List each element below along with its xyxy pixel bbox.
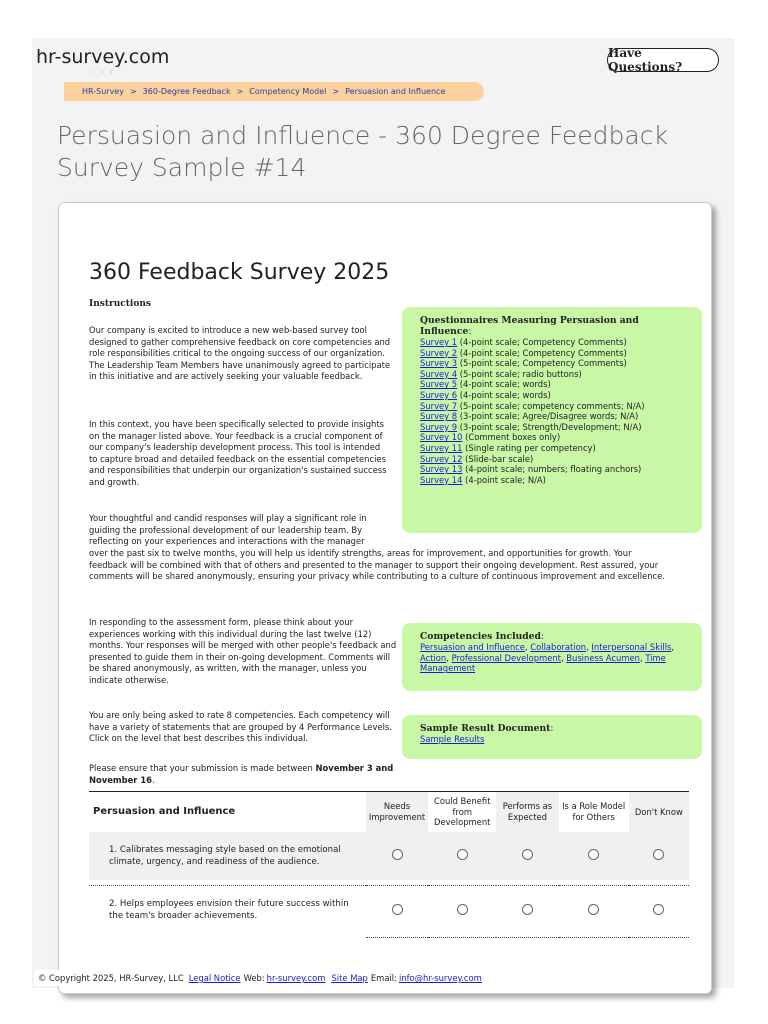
survey-link[interactable]: Survey 10 bbox=[420, 432, 463, 443]
breadcrumb-separator: > bbox=[332, 87, 340, 96]
email-link[interactable]: info@hr-survey.com bbox=[398, 973, 482, 983]
survey-description: (3-point scale; Agree/Disagree words; N/A) bbox=[457, 411, 639, 422]
questionnaires-list bbox=[420, 337, 692, 485]
survey-link[interactable]: Survey 12 bbox=[420, 453, 463, 464]
sample-result-heading bbox=[420, 723, 692, 734]
competency-link[interactable]: Time Management bbox=[420, 652, 666, 674]
survey-description: (4-point scale; words) bbox=[457, 379, 551, 390]
web-label: Web: bbox=[243, 973, 265, 983]
survey-description: (4-point scale; words) bbox=[457, 389, 551, 400]
dates-mid: and bbox=[372, 763, 394, 773]
radio-role-model[interactable] bbox=[588, 849, 599, 860]
competency-name: Persuasion and Influence bbox=[93, 805, 236, 817]
questionnaire-item bbox=[420, 358, 692, 369]
sample-result-heading-colon: : bbox=[550, 723, 554, 734]
survey-link[interactable]: Survey 14 bbox=[420, 474, 463, 485]
survey-description: (3-point scale; Strength/Development; N/A) bbox=[457, 421, 642, 432]
radio-dont-know[interactable] bbox=[653, 849, 664, 860]
radio-performs-as-expected[interactable] bbox=[522, 849, 533, 860]
question-row bbox=[89, 832, 689, 880]
dates-suffix: . bbox=[152, 774, 155, 785]
instructions-paragraph-1: Our company is excited to introduce a new web-based survey tool designed to gather comprehensive feedback on core competencies and role responsibilities critical to the ongoing success of our organization. The Leadership Team Members have unanimously agreed to participate in this initiative and are actively seeking your valuable feedback. bbox=[89, 325, 391, 382]
rating-cell bbox=[629, 832, 689, 880]
rating-cell bbox=[366, 832, 428, 880]
survey-description: (Slide-bar scale) bbox=[462, 453, 534, 464]
radio-could-benefit[interactable] bbox=[457, 849, 468, 860]
row-blank bbox=[89, 934, 366, 938]
rating-cell bbox=[428, 886, 496, 934]
column-role-model: Is a Role Model for Others bbox=[562, 801, 626, 822]
breadcrumb-separator: > bbox=[129, 87, 137, 96]
link-separator: , bbox=[671, 642, 675, 652]
survey-link[interactable]: Survey 8 bbox=[420, 411, 458, 422]
submission-dates bbox=[89, 763, 395, 786]
survey-link[interactable]: Survey 2 bbox=[420, 347, 458, 358]
footer bbox=[34, 970, 489, 986]
instructions-paragraph-5: You are only being asked to rate 8 competencies. Each competency will have a variety of statements that are grouped by 4 Performance Levels. Click on the level that best describes this individual. bbox=[89, 710, 392, 744]
questionnaires-box bbox=[402, 307, 702, 533]
instructions-heading: Instructions bbox=[89, 299, 151, 309]
competency-link[interactable]: Business Acumen bbox=[566, 652, 640, 663]
sample-results-link[interactable]: Sample Results bbox=[420, 734, 485, 744]
questionnaire-item bbox=[420, 390, 692, 401]
dates-prefix: Please ensure that your submission is made between bbox=[89, 763, 316, 773]
instructions-paragraph-3b: over the past six to twelve months, you will help us identify strengths, areas for improvement, and opportunities for growth. Your feedback will be combined with that of others and presented to the manager to support their ongoing development. Rest assured, your comments will be shared anonymously, ensuring your privacy while contributing to a culture of continuous improvement and excellence. bbox=[89, 548, 665, 582]
competency-link[interactable]: Persuasion and Influence bbox=[420, 642, 525, 652]
questionnaire-item bbox=[420, 475, 692, 486]
radio-dont-know[interactable] bbox=[653, 904, 664, 915]
breadcrumb-competency-model[interactable]: Competency Model bbox=[249, 87, 327, 96]
survey-link[interactable]: Survey 11 bbox=[420, 442, 463, 453]
competencies-heading bbox=[420, 631, 692, 642]
site-logo[interactable] bbox=[36, 46, 170, 77]
survey-link[interactable]: Survey 1 bbox=[420, 337, 458, 347]
radio-could-benefit[interactable] bbox=[457, 904, 468, 915]
questionnaire-item bbox=[420, 411, 692, 422]
survey-description: (4-point scale; N/A) bbox=[462, 474, 546, 485]
link-separator: , bbox=[524, 642, 531, 652]
rating-cell bbox=[366, 886, 428, 934]
link-separator: , bbox=[446, 652, 452, 663]
survey-description: (Single rating per competency) bbox=[462, 442, 596, 453]
sample-result-heading-text: Sample Result Document bbox=[420, 723, 551, 734]
radio-performs-as-expected[interactable] bbox=[522, 904, 533, 915]
radio-needs-improvement[interactable] bbox=[392, 849, 403, 860]
logo-subtext: · · · bbox=[92, 68, 115, 77]
instructions-paragraph-4: In responding to the assessment form, please think about your experiences working with this individual during the last twelve (12) months. Your responses will be merged with other people's feedback and presented to guide them in their on-going development. Comments will be shared anonymously, as written, with the manager, unless you indicate otherwise. bbox=[89, 617, 397, 685]
questionnaire-item bbox=[420, 454, 692, 465]
site-map-link[interactable]: Site Map bbox=[331, 973, 368, 983]
link-separator: , bbox=[560, 652, 567, 663]
survey-description: (5-point scale; Competency Comments) bbox=[457, 358, 627, 369]
survey-link[interactable]: Survey 4 bbox=[420, 368, 458, 379]
survey-description: (4-point scale; numbers; floating anchors) bbox=[462, 464, 642, 475]
survey-link[interactable]: Survey 13 bbox=[420, 464, 463, 475]
date-end: November 16 bbox=[89, 774, 153, 785]
sample-result-box bbox=[402, 715, 702, 759]
rating-cell bbox=[559, 832, 629, 880]
survey-description: (5-point scale; radio buttons) bbox=[457, 368, 582, 379]
link-separator: , bbox=[586, 642, 592, 652]
rating-cell bbox=[428, 832, 496, 880]
instructions-paragraph-3a: Your thoughtful and candid responses will play a significant role in guiding the professional development of our leadership team. By reflecting on your experiences and interactions with the manager bbox=[89, 513, 367, 547]
breadcrumb-separator: > bbox=[236, 87, 244, 96]
survey-description: (4-point scale; Competency Comments) bbox=[457, 347, 627, 358]
logo-text: hr-survey.com bbox=[36, 46, 170, 68]
web-link[interactable]: hr-survey.com bbox=[266, 973, 326, 983]
radio-role-model[interactable] bbox=[588, 904, 599, 915]
date-start: November 3 bbox=[315, 763, 373, 773]
breadcrumb-persuasion[interactable]: Persuasion and Influence bbox=[345, 87, 446, 96]
email-label: Email: bbox=[370, 973, 397, 983]
rating-header-row bbox=[89, 792, 689, 832]
survey-description: (5-point scale; competency comments; N/A) bbox=[457, 400, 645, 411]
page-title: Persuasion and Influence - 360 Degree Feedback Survey Sample #14 bbox=[57, 121, 668, 182]
survey-description: (4-point scale; Competency Comments) bbox=[457, 337, 627, 347]
competencies-box bbox=[402, 623, 702, 691]
column-could-benefit: Could Benefit from Development bbox=[433, 796, 491, 828]
competencies-heading-text: Competencies Included bbox=[420, 631, 541, 642]
question-text: 1. Calibrates messaging style based on the emotional climate, urgency, and readiness of the audience. bbox=[89, 832, 366, 880]
survey-card bbox=[58, 202, 712, 994]
survey-title: 360 Feedback Survey 2025 bbox=[89, 260, 390, 285]
instructions-paragraph-2: In this context, you have been specifically selected to provide insights on the manager listed above. Your feedback is a crucial component of our company's leadership development process. This tool is intended to capture broad and detailed feedback on the essential competencies and responsibilities that underpin our organization's sustained success and growth. bbox=[89, 419, 387, 487]
breadcrumb-hr-survey[interactable]: HR-Survey bbox=[82, 87, 124, 96]
competencies-list bbox=[420, 642, 692, 674]
questionnaires-heading bbox=[420, 315, 692, 337]
rating-cell bbox=[496, 832, 558, 880]
survey-link[interactable]: Survey 6 bbox=[420, 389, 458, 400]
copyright: © Copyright 2025, HR-Survey, LLC bbox=[38, 973, 184, 983]
radio-needs-improvement[interactable] bbox=[392, 904, 403, 915]
questionnaire-item bbox=[420, 443, 692, 454]
rating-table bbox=[89, 791, 689, 938]
rating-cell bbox=[559, 886, 629, 934]
question-text: 2. Helps employees envision their future success within the team's broader achievements. bbox=[109, 899, 349, 922]
row-spacer bbox=[89, 934, 689, 938]
questionnaire-item bbox=[420, 401, 692, 412]
breadcrumb bbox=[64, 82, 484, 101]
questionnaire-item bbox=[420, 422, 692, 433]
questionnaire-item bbox=[420, 432, 692, 443]
survey-link[interactable]: Survey 3 bbox=[420, 358, 458, 369]
have-questions-button[interactable]: Have Questions? bbox=[607, 48, 719, 72]
link-separator: , bbox=[639, 652, 646, 663]
column-needs-improvement: Needs Improvement bbox=[366, 792, 428, 832]
column-dont-know: Don't Know bbox=[629, 792, 689, 832]
survey-link[interactable]: Survey 9 bbox=[420, 421, 458, 432]
rating-cell bbox=[629, 886, 689, 934]
questionnaire-item bbox=[420, 369, 692, 380]
questionnaires-heading-colon: : bbox=[468, 326, 472, 337]
questionnaire-item bbox=[420, 348, 692, 359]
competency-link[interactable]: Collaboration bbox=[530, 642, 587, 652]
legal-notice-link[interactable]: Legal Notice bbox=[188, 973, 241, 983]
survey-description: (Comment boxes only) bbox=[462, 432, 561, 443]
questionnaires-heading-text: Questionnaires Measuring Persuasion and Influence bbox=[420, 315, 639, 337]
competency-link[interactable]: Action bbox=[420, 652, 447, 663]
rating-cell bbox=[496, 886, 558, 934]
questionnaire-item bbox=[420, 464, 692, 475]
question-row bbox=[89, 886, 689, 934]
competency-link[interactable]: Professional Development bbox=[451, 652, 561, 663]
row-divider bbox=[366, 934, 689, 938]
column-performs-as-expected: Performs as Expected bbox=[496, 792, 558, 832]
survey-link[interactable]: Survey 5 bbox=[420, 379, 458, 390]
competencies-heading-colon: : bbox=[540, 631, 545, 642]
questionnaire-item bbox=[420, 337, 692, 348]
breadcrumb-360-feedback[interactable]: 360-Degree Feedback bbox=[142, 87, 231, 96]
competency-link[interactable]: Interpersonal Skills bbox=[591, 642, 672, 652]
questionnaire-item bbox=[420, 379, 692, 390]
survey-link[interactable]: Survey 7 bbox=[420, 400, 458, 411]
